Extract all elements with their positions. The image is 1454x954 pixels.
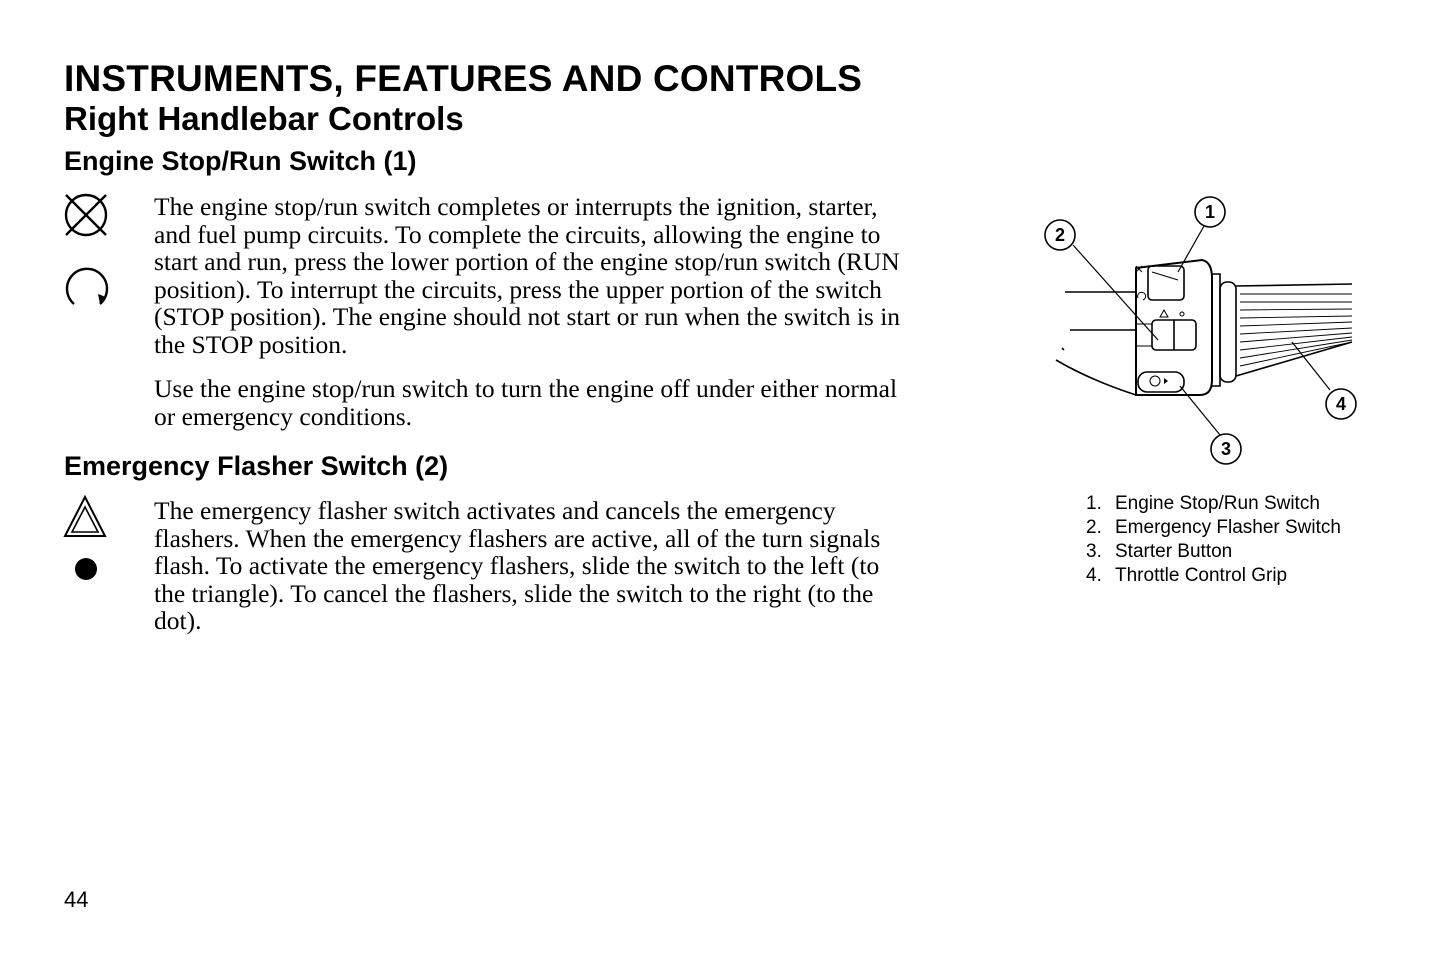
legend-item	[1086, 516, 1341, 540]
legend-label: Throttle Control Grip	[1115, 565, 1288, 586]
engine-stop-heading: Engine Stop/Run Switch (1)	[64, 146, 417, 176]
legend-label: Emergency Flasher Switch	[1115, 517, 1341, 538]
legend-number: 3.	[1086, 541, 1102, 562]
hazard-triangle-icon	[62, 494, 108, 540]
callout-1: 1	[1204, 202, 1216, 222]
legend-item	[1086, 564, 1341, 588]
callout-2: 2	[1054, 225, 1066, 245]
engine-stop-icon	[62, 193, 112, 239]
legend-item	[1086, 492, 1341, 516]
page-number: 44	[64, 887, 89, 912]
dot-icon	[72, 555, 100, 583]
engine-stop-paragraph: The engine stop/run switch completes or interrupts the ignition, starter, and fuel pump circuits. To complete the circuits, allowing the engine to start and run, press the lower portion of the engine stop/run switch (RUN position). To interrupt the circuits, press the upper portion of the switch (STOP position). The engine should not start or run when the switch is in the STOP position.	[154, 192, 901, 359]
legend-number: 2.	[1086, 517, 1102, 538]
chapter-title: INSTRUMENTS, FEATURES AND CONTROLS	[64, 58, 863, 99]
section-title: Right Handlebar Controls	[64, 100, 464, 137]
legend-label: Engine Stop/Run Switch	[1115, 493, 1320, 514]
handlebar-illustration	[1040, 190, 1360, 480]
flasher-paragraph: The emergency flasher switch activates and cancels the emergency flashers. When the emergency flashers are active, all of the turn signals flash. To activate the emergency flashers, slide the switch to the left (to the triangle). To cancel the flashers, slide the switch to the right (to the dot).	[154, 496, 881, 635]
engine-stop-usage-paragraph: Use the engine stop/run switch to turn the engine off under either normal or emergency conditions.	[154, 374, 898, 431]
callout-3: 3	[1220, 439, 1232, 459]
engine-run-icon	[62, 264, 112, 312]
flasher-heading: Emergency Flasher Switch (2)	[64, 451, 449, 481]
callout-4: 4	[1335, 394, 1347, 414]
legend-number: 4.	[1086, 565, 1102, 586]
legend-label: Starter Button	[1115, 541, 1233, 562]
legend-number: 1.	[1086, 493, 1102, 514]
legend-item	[1086, 540, 1341, 564]
figure-legend	[1086, 492, 1341, 588]
